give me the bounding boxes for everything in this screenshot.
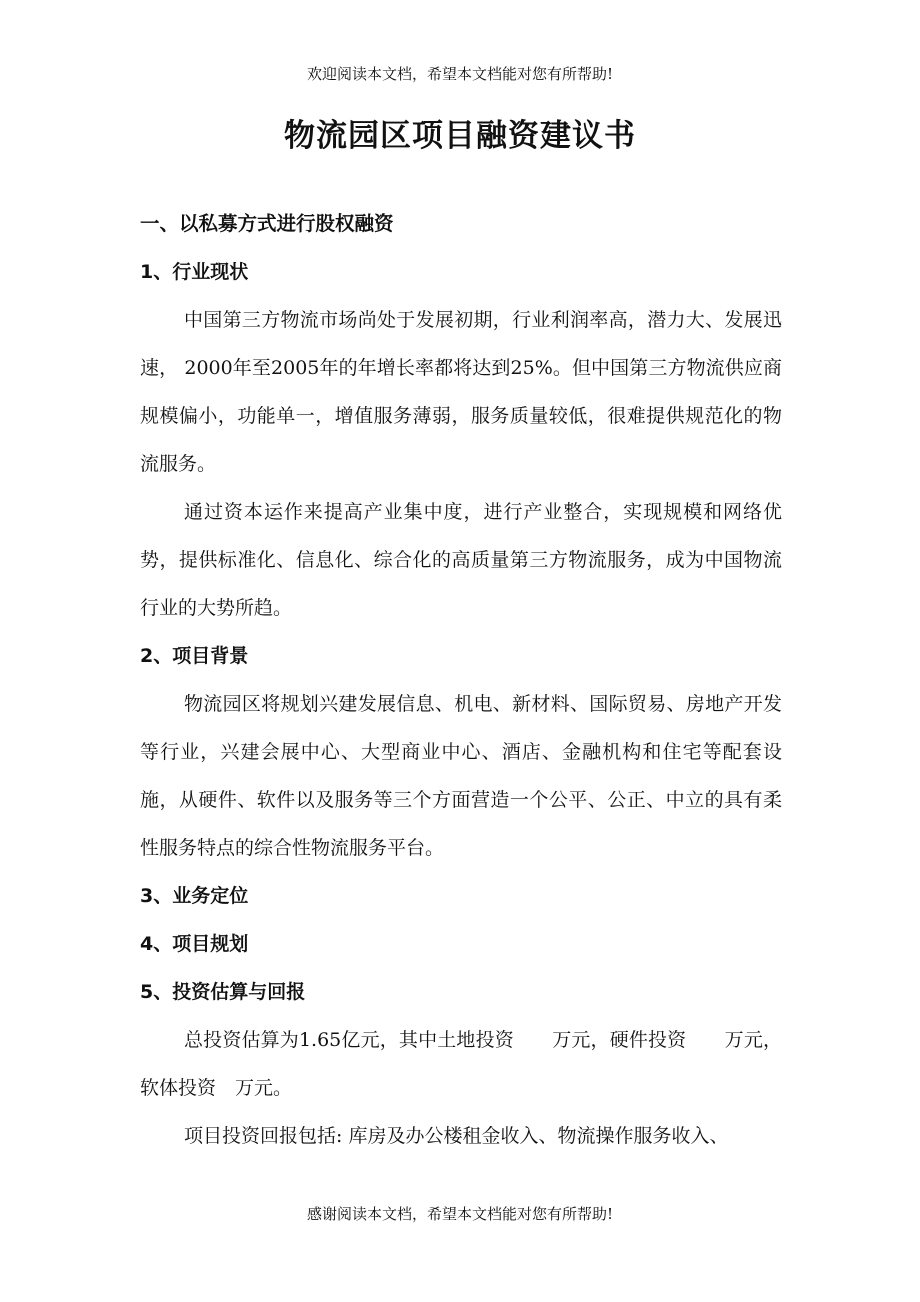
section-heading: 一、以私募方式进行股权融资: [140, 212, 394, 235]
paragraph-project-background: 物流园区将规划兴建发展信息、机电、新材料、国际贸易、房地产开发等行业，兴建会展中心、大型商业中心、酒店、金融机构和住宅等配套设施，从硬件、软件以及服务等三个方面营造一个公平、公正、中立的具有柔性服务特点的综合性物流服务平台。: [140, 693, 782, 859]
paragraph-investment-estimate: 总投资估算为1.65亿元，其中土地投资 万元，硬件投资 万元，软体投资 万元。: [140, 1029, 782, 1099]
paragraph-industry-status-1: 中国第三方物流市场尚处于发展初期，行业利润率高，潜力大、发展迅速， 2000年至2005年的年增长率都将达到25%。但中国第三方物流供应商规模偏小，功能单一，增值服务薄弱，服务质量较低，很难提供规范化的物流服务。: [140, 309, 782, 475]
page-header: 欢迎阅读本文档，希望本文档能对您有所帮助!: [306, 65, 614, 83]
subsection-heading-business-positioning: 3、业务定位: [140, 885, 249, 907]
subsection-heading-project-background: 2、项目背景: [140, 645, 249, 667]
subsection-heading-industry-status: 1、行业现状: [140, 261, 249, 283]
document-body: [140, 212, 782, 1172]
document-title: 物流园区项目融资建议书: [284, 118, 636, 154]
subsection-heading-investment-return: 5、投资估算与回报: [140, 981, 306, 1003]
paragraph-investment-return: 项目投资回报包括: 库房及办公楼租金收入、物流操作服务收入、: [184, 1125, 729, 1147]
paragraph-industry-status-2: 通过资本运作来提高产业集中度，进行产业整合，实现规模和网络优势，提供标准化、信息化、综合化的高质量第三方物流服务，成为中国物流行业的大势所趋。: [140, 501, 782, 619]
page-footer: 感谢阅读本文档，希望本文档能对您有所帮助!: [306, 1205, 614, 1223]
subsection-heading-project-planning: 4、项目规划: [140, 933, 249, 955]
